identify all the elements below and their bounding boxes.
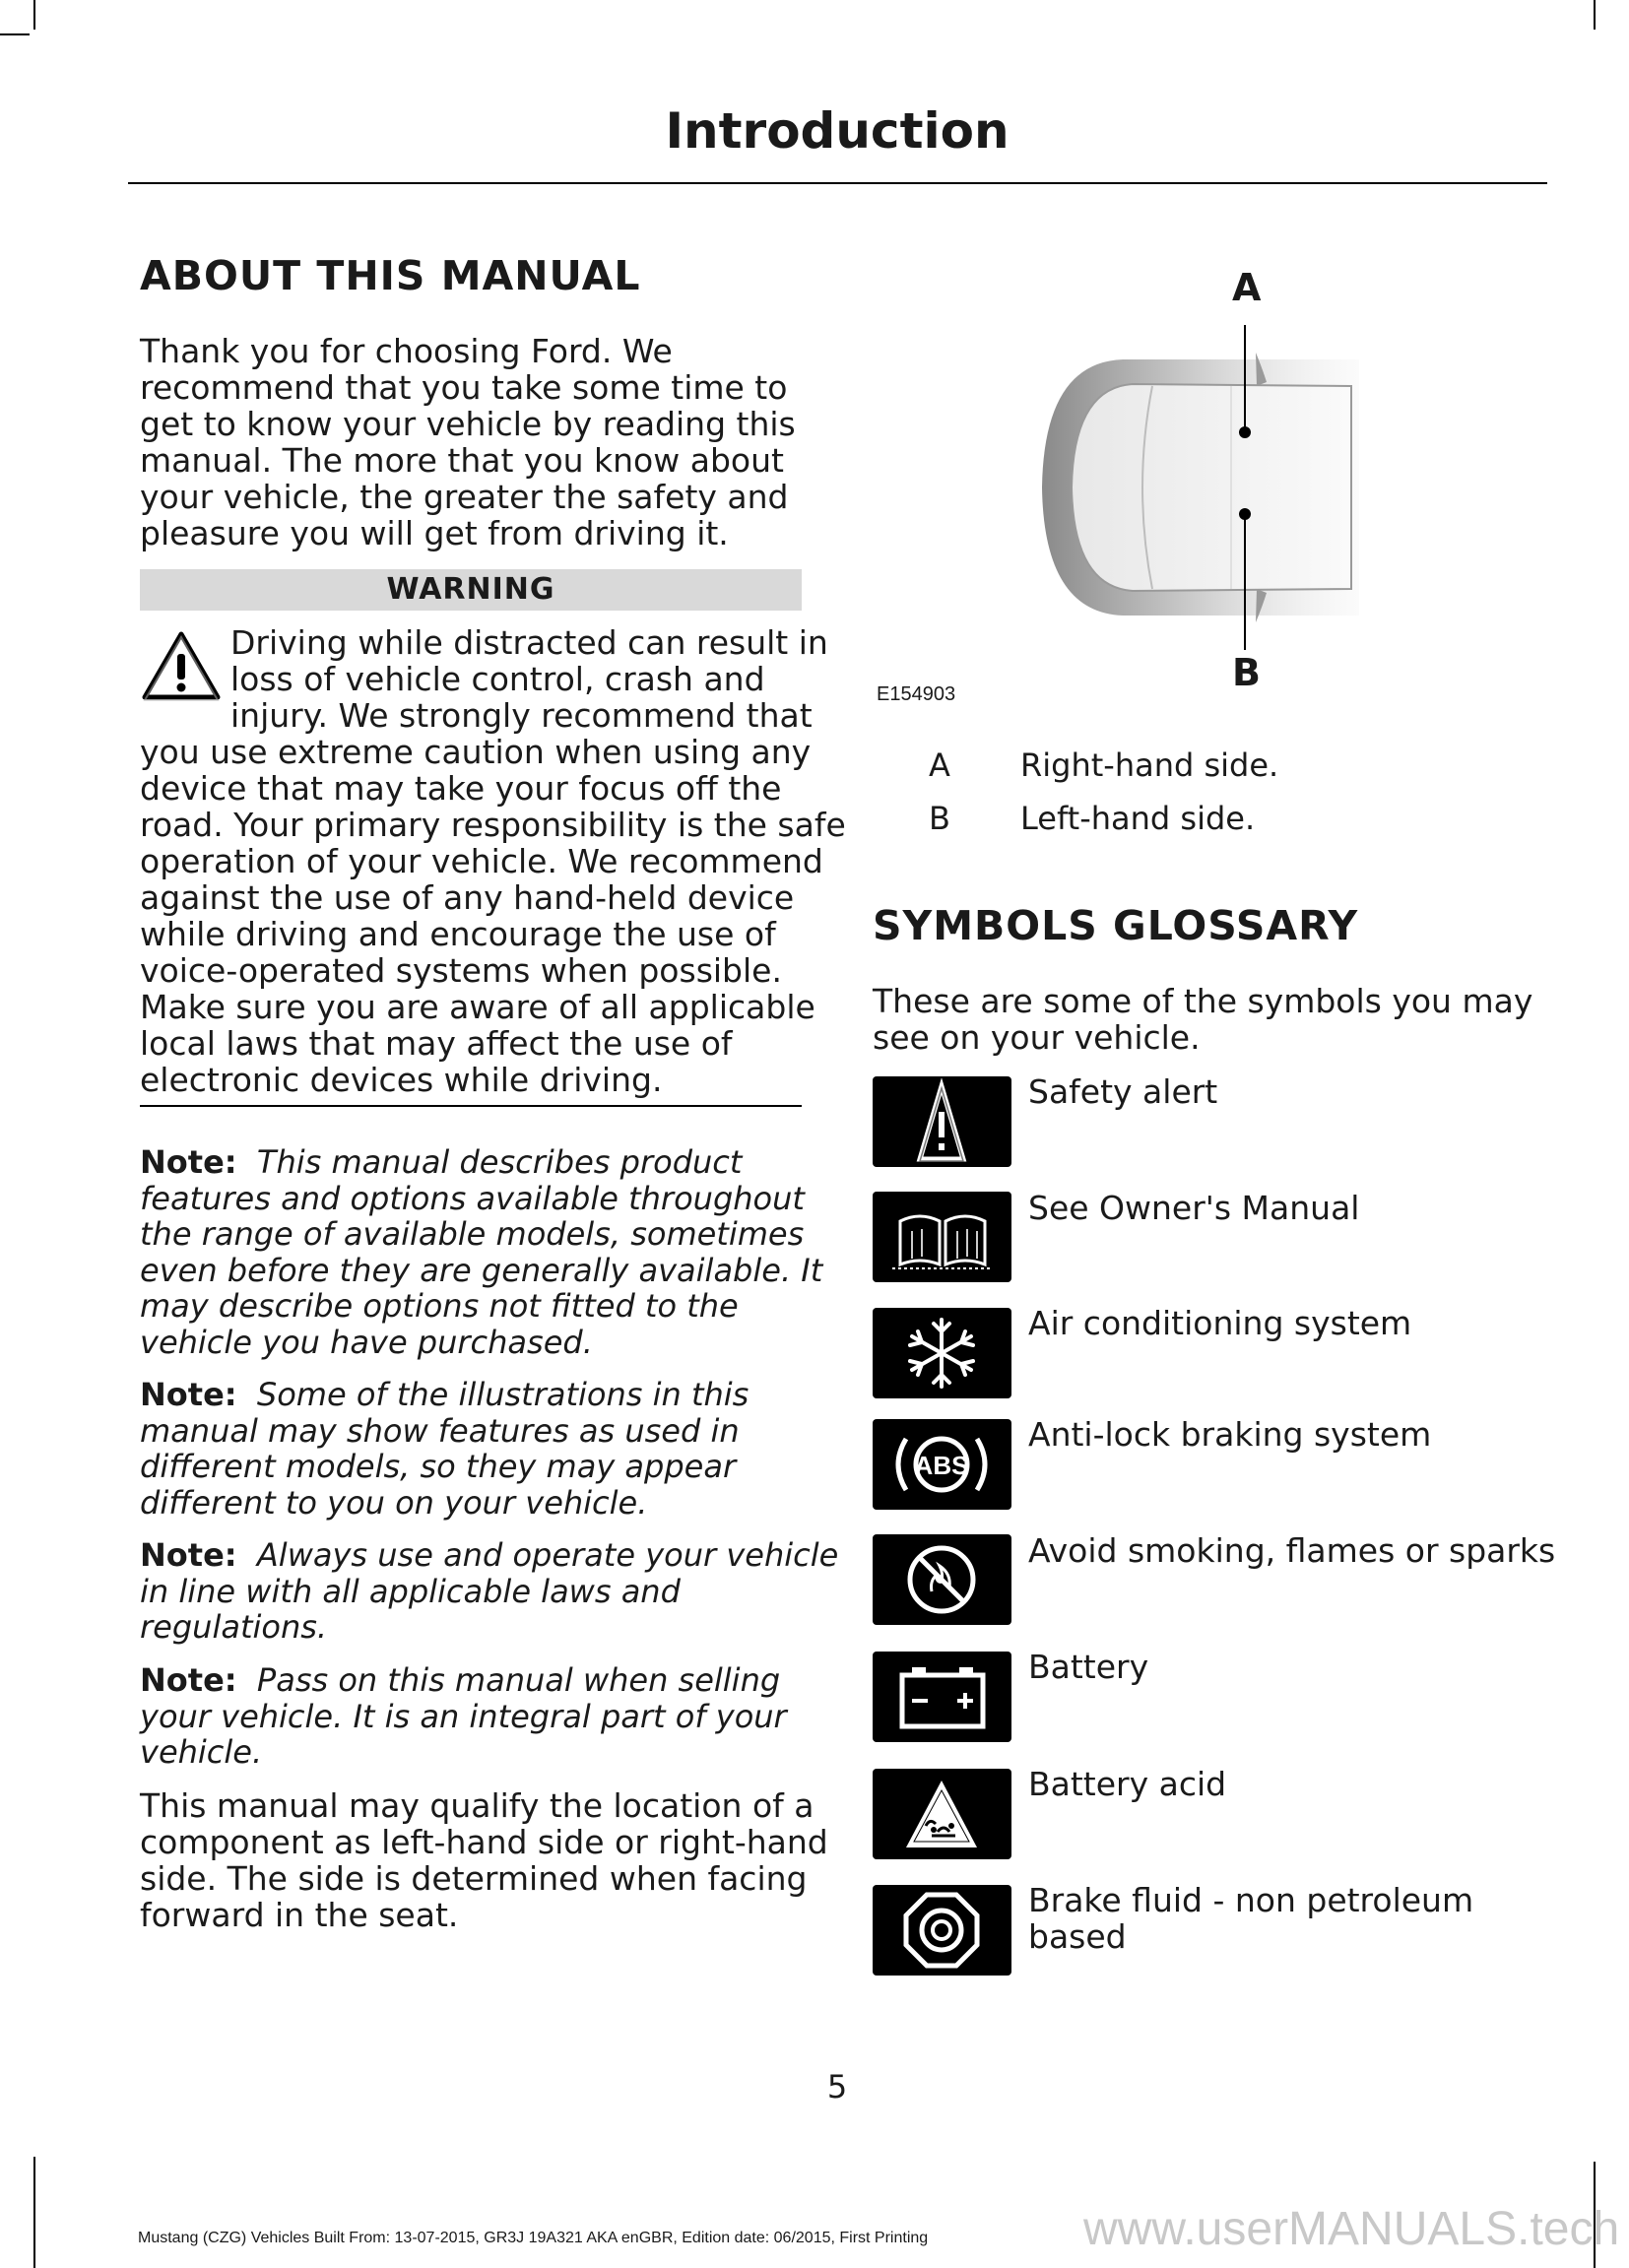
note-label: Note: [140,1661,237,1699]
battery-acid-icon [873,1769,1011,1859]
closing-paragraph: This manual may qualify the location of a component as left-hand side or right-hand side. The side is determined when facing forward in the seat. [140,1786,828,1934]
symbol-label-abs: Anti-lock braking system [1028,1415,1432,1454]
note-1: Note: This manual describes product features and options available throughout the range of available models, sometimes even before they are generally available. It may describe options not fitted to the vehicle you have purchased. [140,1143,823,1361]
legend-text-a: Right-hand side. [1020,746,1279,784]
warning-text: you use extreme caution when using any device that may take your focus off the road. Your primary responsibility is the safe operation of your vehicle. We recommend against the use of any hand-held device while driving and encourage the use of voice-operated systems when possible. Make sure you are aware of all applicable local laws that may affect the use of electronic devices while driving. [140,733,846,1099]
legend-letter-b: B [929,800,950,837]
header-divider [128,182,1547,184]
note-label: Note: [140,1376,237,1413]
note-3: Note: Always use and operate your vehicle in line with all applicable laws and regulations. [140,1536,839,1646]
note-label: Note: [140,1536,237,1574]
symbol-label-safety-alert: Safety alert [1028,1072,1218,1111]
figure-label-a: A [1232,266,1262,309]
about-heading: ABOUT THIS MANUAL [140,252,641,299]
footer-edition-info: Mustang (CZG) Vehicles Built From: 13-07-2015, GR3J 19A321 AKA enGBR, Edition date: 06/2015, First Printing [138,2230,929,2246]
note-label: Note: [140,1143,237,1181]
figure-code: E154903 [877,683,956,705]
crop-mark-top-left-h [0,33,30,35]
about-intro: Thank you for choosing Ford. We recommend that you take some time to get to know your vehicle by reading this manual. The more that you know about your vehicle, the greater the safety and pleasure you will get from driving it. [140,332,796,552]
symbol-label-owners-manual: See Owner's Manual [1028,1189,1360,1227]
battery-icon [873,1652,1011,1742]
crop-mark-bottom-left-v [33,2157,35,2268]
note-2: Note: Some of the illustrations in this manual may show features as used in different models, so they may appear different to you on your vehicle. [140,1376,749,1522]
warning-text-indented: Driving while distracted can result in loss of vehicle control, crash and injury. We strongly recommend that [230,623,828,735]
abs-icon-text: ABS [914,1451,969,1480]
car-top-view-illustration [1034,325,1359,650]
owners-manual-icon [873,1192,1011,1282]
crop-mark-top-right-v [1594,0,1596,30]
figure-label-b: B [1232,651,1261,694]
symbol-label-brake-fluid: Brake fluid - non petroleum based [1028,1881,1474,1956]
watermark: www.userMANUALS.tech [1083,2203,1620,2255]
air-conditioning-icon [873,1308,1011,1398]
symbol-label-no-smoking: Avoid smoking, flames or sparks [1028,1531,1556,1570]
legend-text-b: Left-hand side. [1020,800,1256,837]
symbols-intro: These are some of the symbols you may see on your vehicle. [873,982,1533,1057]
symbols-heading: SYMBOLS GLOSSARY [873,902,1359,949]
symbol-label-air-conditioning: Air conditioning system [1028,1304,1412,1342]
note-4: Note: Pass on this manual when selling your vehicle. It is an integral part of your vehicle. [140,1661,787,1771]
safety-alert-icon [873,1076,1011,1167]
symbol-label-battery-acid: Battery acid [1028,1765,1227,1803]
no-smoking-icon [873,1534,1011,1625]
warning-title: WARNING [140,569,802,611]
abs-icon [873,1419,1011,1510]
page-number: 5 [826,2068,848,2106]
warning-triangle-icon [141,630,222,701]
page-header-title: Introduction [665,102,1010,160]
crop-mark-top-left-v [33,0,35,30]
symbol-label-battery: Battery [1028,1648,1149,1686]
brake-fluid-icon [873,1885,1011,1976]
legend-letter-a: A [929,746,950,784]
warning-divider [140,1105,802,1107]
